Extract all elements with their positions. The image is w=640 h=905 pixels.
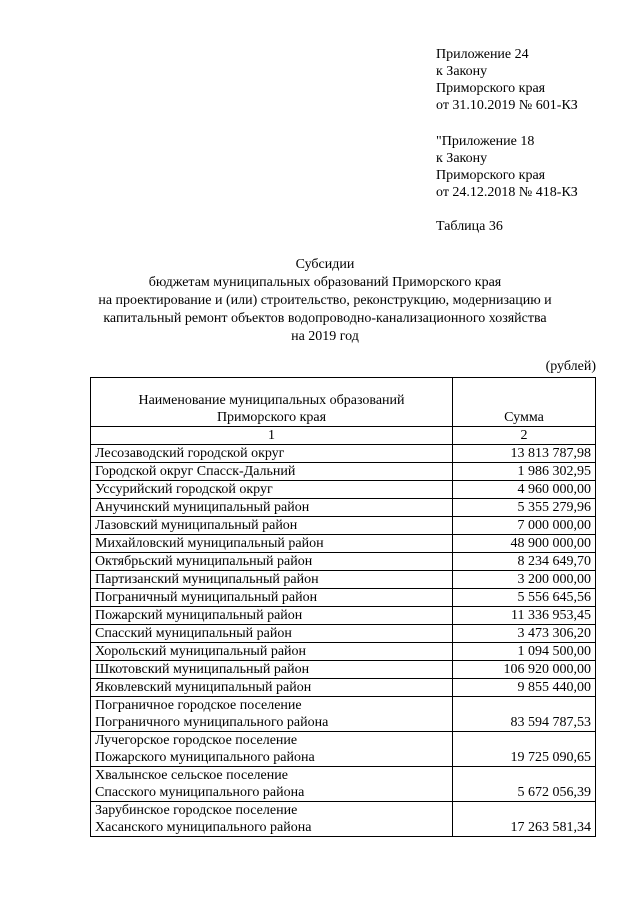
table-row — [91, 517, 596, 535]
title-line2: бюджетам муниципальных образований Приморского края — [148, 275, 502, 290]
table-row — [91, 625, 596, 643]
municipality-name: Лесозаводский городской округ — [91, 445, 453, 463]
appendix-original-line2: к Закону — [436, 151, 488, 166]
municipality-name: Спасский муниципальный район — [91, 625, 453, 643]
settlement-name-line2: Пограничного муниципального района — [95, 715, 329, 730]
column-number-1: 1 — [91, 427, 453, 445]
subsidy-amount: 4 960 000,00 — [453, 481, 596, 499]
title-line1: Субсидии — [295, 257, 355, 272]
subsidy-amount: 3 200 000,00 — [453, 571, 596, 589]
subsidy-amount: 83 594 787,53 — [453, 697, 596, 732]
subsidy-amount: 3 473 306,20 — [453, 625, 596, 643]
appendix-original-line4: от 24.12.2018 № 418-КЗ — [436, 185, 578, 200]
table-row — [91, 802, 596, 837]
appendix-original-line1: "Приложение 18 — [436, 134, 535, 149]
column-number-2: 2 — [453, 427, 596, 445]
table-row — [91, 767, 596, 802]
subsidy-amount: 19 725 090,65 — [453, 732, 596, 767]
subsidy-table — [90, 377, 596, 837]
table-number: Таблица 36 — [436, 219, 503, 234]
title-line4: капитальный ремонт объектов водопроводно-канализационного хозяйства — [103, 311, 547, 326]
municipality-name: Яковлевский муниципальный район — [91, 679, 453, 697]
table-row — [91, 499, 596, 517]
table-body — [91, 445, 596, 837]
appendix-current-block — [436, 46, 626, 114]
municipality-name: Пожарский муниципальный район — [91, 607, 453, 625]
table-row — [91, 481, 596, 499]
settlement-name-line2: Хасанского муниципального района — [95, 820, 312, 835]
subsidy-amount: 48 900 000,00 — [453, 535, 596, 553]
appendix-original-line3: Приморского края — [436, 168, 546, 183]
settlement-name-line1: Зарубинское городское поселение — [95, 803, 298, 818]
municipality-name: Шкотовский муниципальный район — [91, 661, 453, 679]
table-row — [91, 589, 596, 607]
subsidy-amount: 5 672 056,39 — [453, 767, 596, 802]
settlement-name-line1: Хвалынское сельское поселение — [95, 768, 288, 783]
municipality-name: Пограничный муниципальный район — [91, 589, 453, 607]
subsidy-amount: 5 556 645,56 — [453, 589, 596, 607]
subsidy-amount: 13 813 787,98 — [453, 445, 596, 463]
subsidy-amount: 8 234 649,70 — [453, 553, 596, 571]
appendix-original-block — [436, 133, 626, 201]
settlement-name-line2: Пожарского муниципального района — [95, 750, 315, 765]
table-row — [91, 535, 596, 553]
header-name-line1: Наименование муниципальных образований — [138, 393, 405, 408]
table-row — [91, 679, 596, 697]
municipality-name: Октябрьский муниципальный район — [91, 553, 453, 571]
subsidy-amount: 5 355 279,96 — [453, 499, 596, 517]
table-row — [91, 643, 596, 661]
settlement-name-line1: Пограничное городское поселение — [95, 698, 302, 713]
table-row — [91, 661, 596, 679]
municipality-name: Михайловский муниципальный район — [91, 535, 453, 553]
title-line5: на 2019 год — [291, 329, 359, 344]
table-row — [91, 571, 596, 589]
settlement-name — [91, 802, 453, 837]
municipality-name: Анучинский муниципальный район — [91, 499, 453, 517]
municipality-name: Городской округ Спасск-Дальний — [91, 463, 453, 481]
municipality-name: Партизанский муниципальный район — [91, 571, 453, 589]
subsidy-amount: 9 855 440,00 — [453, 679, 596, 697]
table-row — [91, 553, 596, 571]
settlement-name-line1: Лучегорское городское поселение — [95, 733, 298, 748]
table-header-row — [91, 378, 596, 427]
document-title — [60, 256, 590, 346]
subsidy-amount: 1 094 500,00 — [453, 643, 596, 661]
header-name-line2: Приморского края — [216, 410, 327, 425]
table-row — [91, 732, 596, 767]
settlement-name — [91, 767, 453, 802]
municipality-name: Уссурийский городской округ — [91, 481, 453, 499]
settlement-name — [91, 697, 453, 732]
table-row — [91, 607, 596, 625]
appendix-current-line2: к Закону — [436, 64, 488, 79]
table-row — [91, 445, 596, 463]
municipality-name: Хорольский муниципальный район — [91, 643, 453, 661]
table-row — [91, 697, 596, 732]
municipality-name: Лазовский муниципальный район — [91, 517, 453, 535]
settlement-name-line2: Спасского муниципального района — [95, 785, 305, 800]
appendix-current-line3: Приморского края — [436, 81, 546, 96]
subsidy-amount: 1 986 302,95 — [453, 463, 596, 481]
settlement-name — [91, 732, 453, 767]
column-number-row — [91, 427, 596, 445]
subsidy-amount: 11 336 953,45 — [453, 607, 596, 625]
appendix-current-line1: Приложение 24 — [436, 47, 529, 62]
subsidy-amount: 17 263 581,34 — [453, 802, 596, 837]
table-row — [91, 463, 596, 481]
subsidy-amount: 7 000 000,00 — [453, 517, 596, 535]
header-amount-cell: Сумма — [453, 378, 596, 427]
title-line3: на проектирование и (или) строительство, реконструкцию, модернизацию и — [98, 293, 552, 308]
header-name-cell — [91, 378, 453, 427]
appendix-current-line4: от 31.10.2019 № 601-КЗ — [436, 98, 578, 113]
subsidy-amount: 106 920 000,00 — [453, 661, 596, 679]
units-label: (рублей) — [545, 359, 596, 374]
